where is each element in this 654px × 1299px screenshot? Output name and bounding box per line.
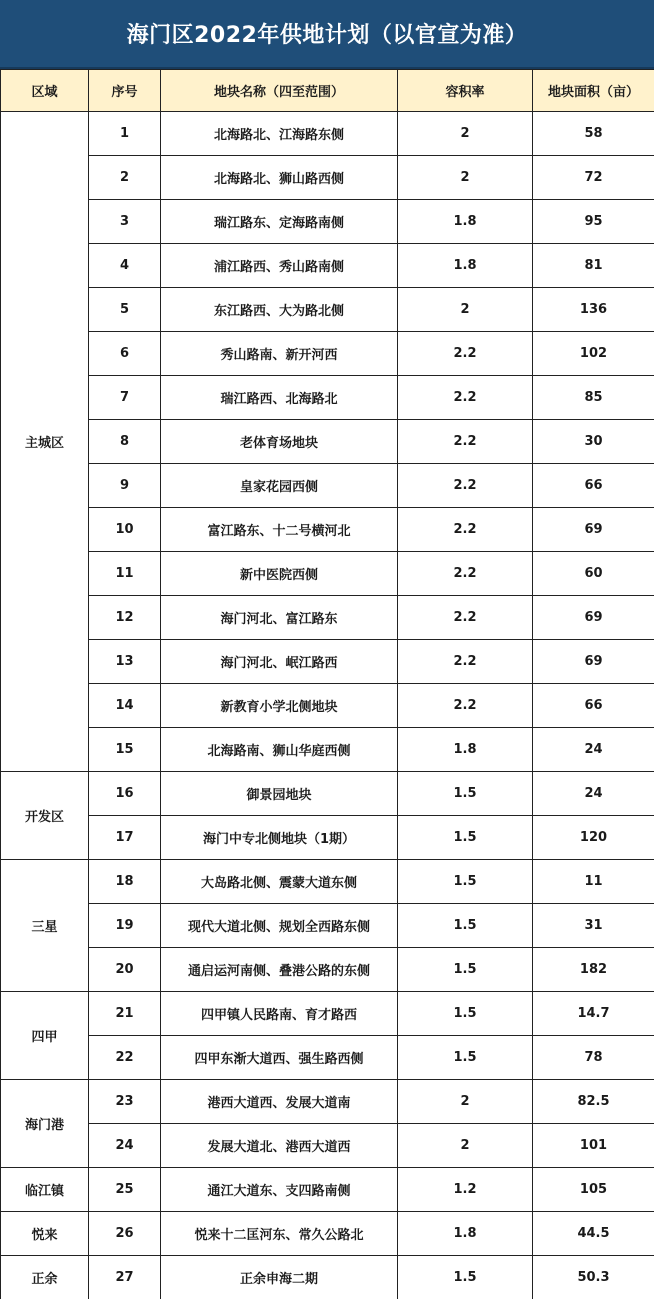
row-number-cell: 12: [89, 596, 161, 640]
area-cell: 58: [533, 112, 654, 156]
plot-ratio-cell: 1.2: [398, 1168, 533, 1212]
row-number-cell: 26: [89, 1212, 161, 1256]
header-region: 区域: [1, 70, 89, 112]
area-cell: 136: [533, 288, 654, 332]
row-number-cell: 6: [89, 332, 161, 376]
table-row: [1, 640, 654, 684]
parcel-name-cell: 瑞江路东、定海路南侧: [161, 200, 398, 244]
parcel-name-cell: 海门中专北侧地块（1期）: [161, 816, 398, 860]
parcel-name-cell: 海门河北、岷江路西: [161, 640, 398, 684]
plot-ratio-cell: 1.5: [398, 904, 533, 948]
table-row: [1, 1080, 654, 1124]
region-cell: 主城区: [1, 112, 89, 772]
parcel-name-cell: 北海路北、狮山路西侧: [161, 156, 398, 200]
sheet-title: 海门区2022年供地计划（以官宣为准）: [0, 0, 654, 69]
parcel-name-cell: 东江路西、大为路北侧: [161, 288, 398, 332]
plot-ratio-cell: 2.2: [398, 684, 533, 728]
region-cell: 四甲: [1, 992, 89, 1080]
parcel-name-cell: 北海路南、狮山华庭西侧: [161, 728, 398, 772]
table-row: [1, 332, 654, 376]
region-cell: 悦来: [1, 1212, 89, 1256]
area-cell: 66: [533, 684, 654, 728]
table-row: [1, 508, 654, 552]
area-cell: 78: [533, 1036, 654, 1080]
plot-ratio-cell: 1.8: [398, 200, 533, 244]
parcel-name-cell: 四甲东渐大道西、强生路西侧: [161, 1036, 398, 1080]
row-number-cell: 16: [89, 772, 161, 816]
parcel-name-cell: 发展大道北、港西大道西: [161, 1124, 398, 1168]
area-cell: 105: [533, 1168, 654, 1212]
table-body: [1, 112, 654, 1299]
table-row: [1, 420, 654, 464]
area-cell: 101: [533, 1124, 654, 1168]
area-cell: 66: [533, 464, 654, 508]
table-row: [1, 244, 654, 288]
area-cell: 102: [533, 332, 654, 376]
table-row: [1, 1036, 654, 1080]
area-cell: 31: [533, 904, 654, 948]
area-cell: 82.5: [533, 1080, 654, 1124]
area-cell: 182: [533, 948, 654, 992]
parcel-name-cell: 新教育小学北侧地块: [161, 684, 398, 728]
table-row: [1, 948, 654, 992]
parcel-name-cell: 海门河北、富江路东: [161, 596, 398, 640]
parcel-name-cell: 正余申海二期: [161, 1256, 398, 1299]
parcel-name-cell: 大岛路北侧、震蒙大道东侧: [161, 860, 398, 904]
header-number: 序号: [89, 70, 161, 112]
plot-ratio-cell: 1.8: [398, 244, 533, 288]
row-number-cell: 11: [89, 552, 161, 596]
table-row: [1, 464, 654, 508]
area-cell: 95: [533, 200, 654, 244]
parcel-name-cell: 富江路东、十二号横河北: [161, 508, 398, 552]
table-row: [1, 992, 654, 1036]
row-number-cell: 15: [89, 728, 161, 772]
region-cell: 海门港: [1, 1080, 89, 1168]
row-number-cell: 7: [89, 376, 161, 420]
table-row: [1, 376, 654, 420]
plot-ratio-cell: 1.5: [398, 948, 533, 992]
row-number-cell: 24: [89, 1124, 161, 1168]
table-row: [1, 596, 654, 640]
plot-ratio-cell: 2.2: [398, 420, 533, 464]
table-row: [1, 156, 654, 200]
table-row: [1, 1212, 654, 1256]
row-number-cell: 9: [89, 464, 161, 508]
area-cell: 60: [533, 552, 654, 596]
table-row: [1, 288, 654, 332]
plot-ratio-cell: 1.5: [398, 1036, 533, 1080]
parcel-name-cell: 现代大道北侧、规划全西路东侧: [161, 904, 398, 948]
area-cell: 14.7: [533, 992, 654, 1036]
plot-ratio-cell: 1.5: [398, 772, 533, 816]
row-number-cell: 2: [89, 156, 161, 200]
table-row: [1, 1256, 654, 1299]
plot-ratio-cell: 2.2: [398, 464, 533, 508]
parcel-name-cell: 皇家花园西侧: [161, 464, 398, 508]
row-number-cell: 18: [89, 860, 161, 904]
plot-ratio-cell: 2.2: [398, 552, 533, 596]
parcel-name-cell: 秀山路南、新开河西: [161, 332, 398, 376]
area-cell: 69: [533, 596, 654, 640]
area-cell: 120: [533, 816, 654, 860]
parcel-name-cell: 御景园地块: [161, 772, 398, 816]
region-cell: 临江镇: [1, 1168, 89, 1212]
area-cell: 69: [533, 640, 654, 684]
plot-ratio-cell: 1.5: [398, 992, 533, 1036]
table-row: [1, 772, 654, 816]
row-number-cell: 20: [89, 948, 161, 992]
table-row: [1, 816, 654, 860]
parcel-name-cell: 悦来十二匡河东、常久公路北: [161, 1212, 398, 1256]
header-area: 地块面积（亩）: [533, 70, 654, 112]
parcel-name-cell: 浦江路西、秀山路南侧: [161, 244, 398, 288]
area-cell: 11: [533, 860, 654, 904]
area-cell: 72: [533, 156, 654, 200]
plot-ratio-cell: 2.2: [398, 640, 533, 684]
parcel-name-cell: 北海路北、江海路东侧: [161, 112, 398, 156]
row-number-cell: 3: [89, 200, 161, 244]
row-number-cell: 25: [89, 1168, 161, 1212]
plot-ratio-cell: 2: [398, 1124, 533, 1168]
parcel-name-cell: 四甲镇人民路南、育才路西: [161, 992, 398, 1036]
table-row: [1, 112, 654, 156]
row-number-cell: 27: [89, 1256, 161, 1299]
area-cell: 30: [533, 420, 654, 464]
row-number-cell: 13: [89, 640, 161, 684]
region-cell: 三星: [1, 860, 89, 992]
parcel-name-cell: 瑞江路西、北海路北: [161, 376, 398, 420]
row-number-cell: 5: [89, 288, 161, 332]
parcel-name-cell: 老体育场地块: [161, 420, 398, 464]
row-number-cell: 10: [89, 508, 161, 552]
plot-ratio-cell: 1.5: [398, 860, 533, 904]
plot-ratio-cell: 2.2: [398, 596, 533, 640]
plot-ratio-cell: 2: [398, 1080, 533, 1124]
area-cell: 81: [533, 244, 654, 288]
header-parcel-name: 地块名称（四至范围）: [161, 70, 398, 112]
parcel-name-cell: 新中医院西侧: [161, 552, 398, 596]
plot-ratio-cell: 2.2: [398, 376, 533, 420]
land-plan-table: [0, 69, 654, 1299]
area-cell: 24: [533, 728, 654, 772]
row-number-cell: 14: [89, 684, 161, 728]
table-row: [1, 200, 654, 244]
area-cell: 44.5: [533, 1212, 654, 1256]
row-number-cell: 4: [89, 244, 161, 288]
plot-ratio-cell: 2: [398, 288, 533, 332]
parcel-name-cell: 通启运河南侧、叠港公路的东侧: [161, 948, 398, 992]
plot-ratio-cell: 1.8: [398, 728, 533, 772]
row-number-cell: 22: [89, 1036, 161, 1080]
row-number-cell: 23: [89, 1080, 161, 1124]
parcel-name-cell: 通江大道东、支四路南侧: [161, 1168, 398, 1212]
plot-ratio-cell: 2: [398, 156, 533, 200]
plot-ratio-cell: 1.5: [398, 816, 533, 860]
header-plot-ratio: 容积率: [398, 70, 533, 112]
header-row: [1, 70, 654, 112]
plot-ratio-cell: 1.5: [398, 1256, 533, 1299]
row-number-cell: 1: [89, 112, 161, 156]
table-row: [1, 1168, 654, 1212]
table-row: [1, 860, 654, 904]
table-row: [1, 904, 654, 948]
table-row: [1, 684, 654, 728]
row-number-cell: 8: [89, 420, 161, 464]
plot-ratio-cell: 2: [398, 112, 533, 156]
table-row: [1, 1124, 654, 1168]
area-cell: 69: [533, 508, 654, 552]
parcel-name-cell: 港西大道西、发展大道南: [161, 1080, 398, 1124]
region-cell: 正余: [1, 1256, 89, 1299]
row-number-cell: 19: [89, 904, 161, 948]
area-cell: 50.3: [533, 1256, 654, 1299]
row-number-cell: 17: [89, 816, 161, 860]
table-row: [1, 728, 654, 772]
plot-ratio-cell: 2.2: [398, 508, 533, 552]
area-cell: 85: [533, 376, 654, 420]
table-row: [1, 552, 654, 596]
region-cell: 开发区: [1, 772, 89, 860]
plot-ratio-cell: 1.8: [398, 1212, 533, 1256]
area-cell: 24: [533, 772, 654, 816]
plot-ratio-cell: 2.2: [398, 332, 533, 376]
row-number-cell: 21: [89, 992, 161, 1036]
